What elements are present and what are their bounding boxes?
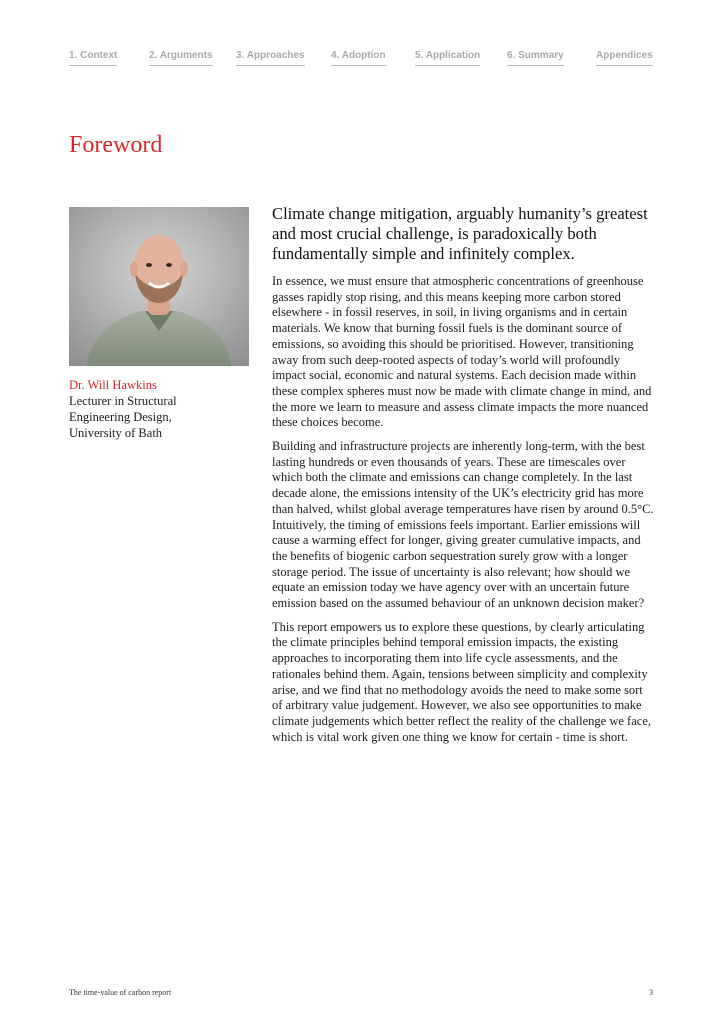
nav-item-appendices[interactable]: Appendices (596, 50, 653, 66)
author-name: Dr. Will Hawkins (69, 378, 157, 392)
nav-item-application[interactable]: 5. Application (415, 50, 480, 66)
author-block (69, 377, 254, 441)
body-paragraph: This report empowers us to explore these questions, by clearly articulating the climate principles behind temporal emission impacts, the existing approaches to incorporating them into life cycle assessments, and the rationales behind them. Again, tensions between simplicity and complexity arise, and we find that no methodology avoids the need to make some sort of arbitrary value judgement. However, we also see opportunities to make climate judgements which better reflect the reality of the challenge we face, which is vital work given one thing we know for certain - time is short. (272, 619, 651, 744)
nav-item-adoption[interactable]: 4. Adoption (331, 50, 386, 66)
nav-item-context[interactable]: 1. Context (69, 50, 117, 66)
footer-report-title: The time-value of carbon report (69, 988, 172, 997)
foreword-body (272, 204, 656, 753)
page-number: 3 (649, 988, 653, 997)
author-role: Lecturer in Structural Engineering Design, University of Bath (69, 394, 177, 440)
author-photo (69, 207, 249, 366)
nav-item-approaches[interactable]: 3. Approaches (236, 50, 305, 66)
page-title: Foreword (69, 132, 163, 158)
section-navigation (69, 50, 655, 70)
body-paragraph: In essence, we must ensure that atmospheric concentrations of greenhouse gasses rapidly stop rising, and this means keeping more carbon stored elsewhere - in fossil reserves, in soil, in living organisms and in certain materials. We know that burning fossil fuels is the dominant source of emissions, so avoiding this should be prioritised. However, transitioning away from such deep-rooted aspects of today’s world will profoundly impact social, economic and natural systems. Each decision made within these complex spheres must now be made with climate change in mind, and the more we learn to measure and assess climate impacts the more nuanced these choices become. (272, 274, 652, 430)
body-paragraph: Building and infrastructure projects are inherently long-term, with the best lasting hundreds or even thousands of years. These are timescales over which both the climate and emissions can change completely. In the last decade alone, the emissions intensity of the UK’s electricity grid has more than halved, whilst global average temperatures have risen by around 0.5°C. Intuitively, the timing of emissions feels important. Earlier emissions will cause a warming effect for longer, giving greater cumulative impacts, and the benefits of biogenic carbon sequestration surely grow with a longer storage period. The issue of uncertainty is also relevant; how should we equate an emission today we have agency over with an uncertain future emission based on the assumed behaviour of an unknown decision maker? (272, 439, 654, 611)
nav-item-arguments[interactable]: 2. Arguments (149, 50, 213, 66)
nav-item-summary[interactable]: 6. Summary (507, 50, 564, 66)
author-portrait-image (69, 207, 249, 366)
lead-paragraph: Climate change mitigation, arguably humanity’s greatest and most crucial challenge, is paradoxically both fundamentally simple and infinitely complex. (272, 204, 648, 263)
